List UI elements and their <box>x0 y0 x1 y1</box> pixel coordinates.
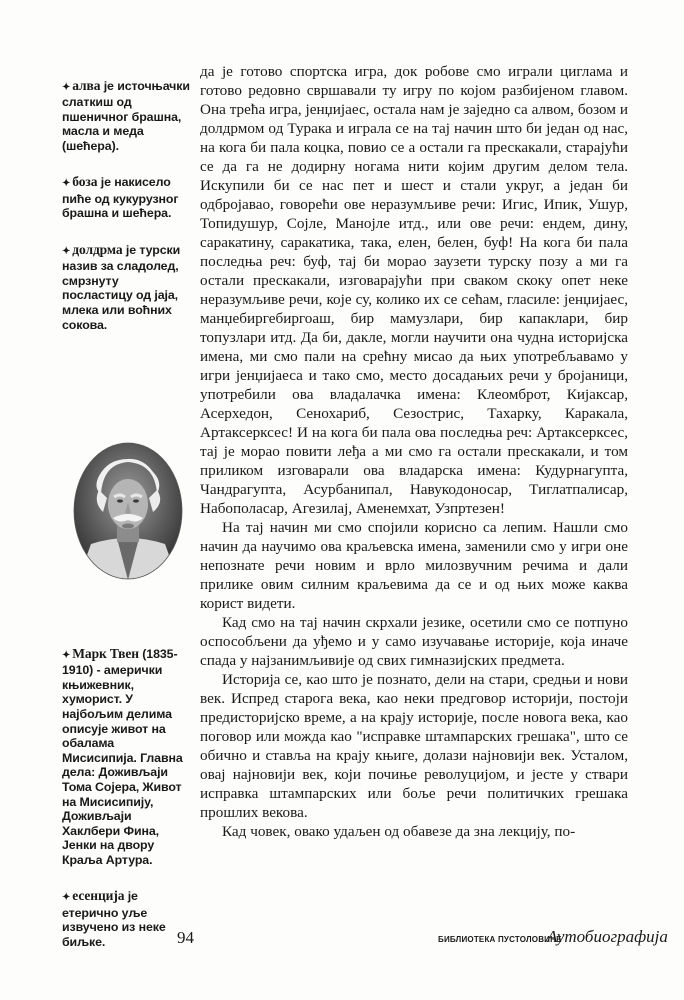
glossary-definition: је турски назив за сладолед, смрзнуту посластицу од јаја, млека или воћних сокова. <box>62 242 181 332</box>
bullet-icon: ✦ <box>62 892 71 904</box>
glossary-term: алва <box>72 77 101 93</box>
bullet-icon: ✦ <box>62 649 71 661</box>
glossary-note <box>62 161 190 221</box>
bullet-icon: ✦ <box>62 245 71 257</box>
glossary-term: есенција <box>72 888 125 904</box>
body-paragraph: да је готово спортска игра, док робове смо играли циглама и готово редовно свршавали ту игру по којом разбијеном главом. Она трећа игра, јенџијаес, остала нам је заједно са алвом, бозом и долдрмом од Турака и играла се на тај начин што би један од нас, на кога би пала коцка, повио се а остали га прескакали, старајући се да га не додирну ногама нити којим другим делом тела. Искупили би се нас пет и шест и стали укруг, а један би одбројавао, говорећи ове неразумљиве речи: Игис, Ипик, Ушур, Топидушур, Сојле, Манојле итд., или ове речи: ендем, дину, саракатину, саракатика, така, елен, белен, буф! На кога би пала последња реч: буф, тај би морао заузети турску позу а ми га остали прескакали, изговарајући при сваком скоку опет неке неразумљиве речи, које су, колико их се сећам, гласиле: јенџијаес, манџебиргебиргоаш, бир мамузлари, бир капаклари, бир топузлари итд. Да би, дакле, могли научити она чудна историјска имена, ми смо пали на срећну мисао да њих употребљавамо у игри јенџијаеса и тако смо, место досадањих речи у бројаници, употребили ова владалачка имена: Клеомброт, Кијаксар, Асерхедон, Сенохариб, Сезострис, Тахарку, Каракала, Артаксерксес! И на кога би пала ова последња реч: Артаксерксес, тај је морао повити леђа а ми смо га остали прескакали, и том приликом изговарали ова владарска имена: Кудурнагупта, Чандрагупта, Асурбанипал, Навукодоносар, Тиглатпалисар, Набополасар, Агезилај, Аменемхат, Узпртезен! <box>200 63 628 517</box>
glossary-note <box>62 64 190 154</box>
glossary-definition: (1835-1910) - амерички књижевник, хуморист. У најбољим делима описује живот на обалама Мисисипија. Главна дела: Доживљаји Тома Сојера, Живот на Мисисипију, Доживљаји Хаклбери Фина, Јенки на двору Краља Артура. <box>62 646 183 867</box>
body-paragraph: Кад човек, овако удаљен од обавезе да зна лекцију, по- <box>222 823 576 840</box>
body-paragraph: Кад смо на тај начин скрхали језике, осетили смо се потпуно оспособљени да уђемо и у само изучавање историје, која иначе спада у најзанимљивије од свих гимназијских предмета. <box>200 614 628 669</box>
portrait-image <box>73 442 183 580</box>
glossary-definition: је источњачки слаткиш од пшеничног брашна, масла и меда (шећера). <box>62 78 190 153</box>
series-label: БИБЛИОТЕКА ПУСТОЛОВИНЕ <box>438 935 562 944</box>
main-text <box>200 62 628 841</box>
glossary-note <box>62 875 190 950</box>
glossary-term: боза <box>72 174 98 190</box>
book-title: Аутобиографија <box>547 927 668 946</box>
bullet-icon: ✦ <box>62 81 71 93</box>
glossary-term: долдрма <box>72 241 123 257</box>
page-number: 94 <box>177 928 194 947</box>
glossary-definition: је етерично уље извучено из неке биљке. <box>62 889 166 949</box>
body-paragraph: Историја се, као што је познато, дели на стари, средњи и нови век. Испред старога века, као неки предговор историји, постоји предисторијско време, а на крају историје, после новога века, као поговор или можда као "исправке штампарских грешака", што се обично и ставља на крају књиге, долази најновији век. Усталом, овај најновији век, који почиње револуцијом, и јесте у ствари исправка штампарских или боље речи политичких грешака прошлих векова. <box>200 671 628 821</box>
glossary-note <box>62 228 190 332</box>
glossary-term: Марк Твен <box>72 645 139 661</box>
glossary-note <box>62 632 190 868</box>
glossary-definition: је накисело пиће од кукурузног брашна и шећера. <box>62 175 179 221</box>
body-paragraph: На тај начин ми смо спојили корисно са лепим. Нашли смо начин да научимо ова краљевска имена, заменили смо у игри оне непознате речи новим и врло милозвучним речима и дали прилике овим силним краљевима да се и од њих може каква корист видети. <box>200 519 628 612</box>
bullet-icon: ✦ <box>62 178 71 190</box>
